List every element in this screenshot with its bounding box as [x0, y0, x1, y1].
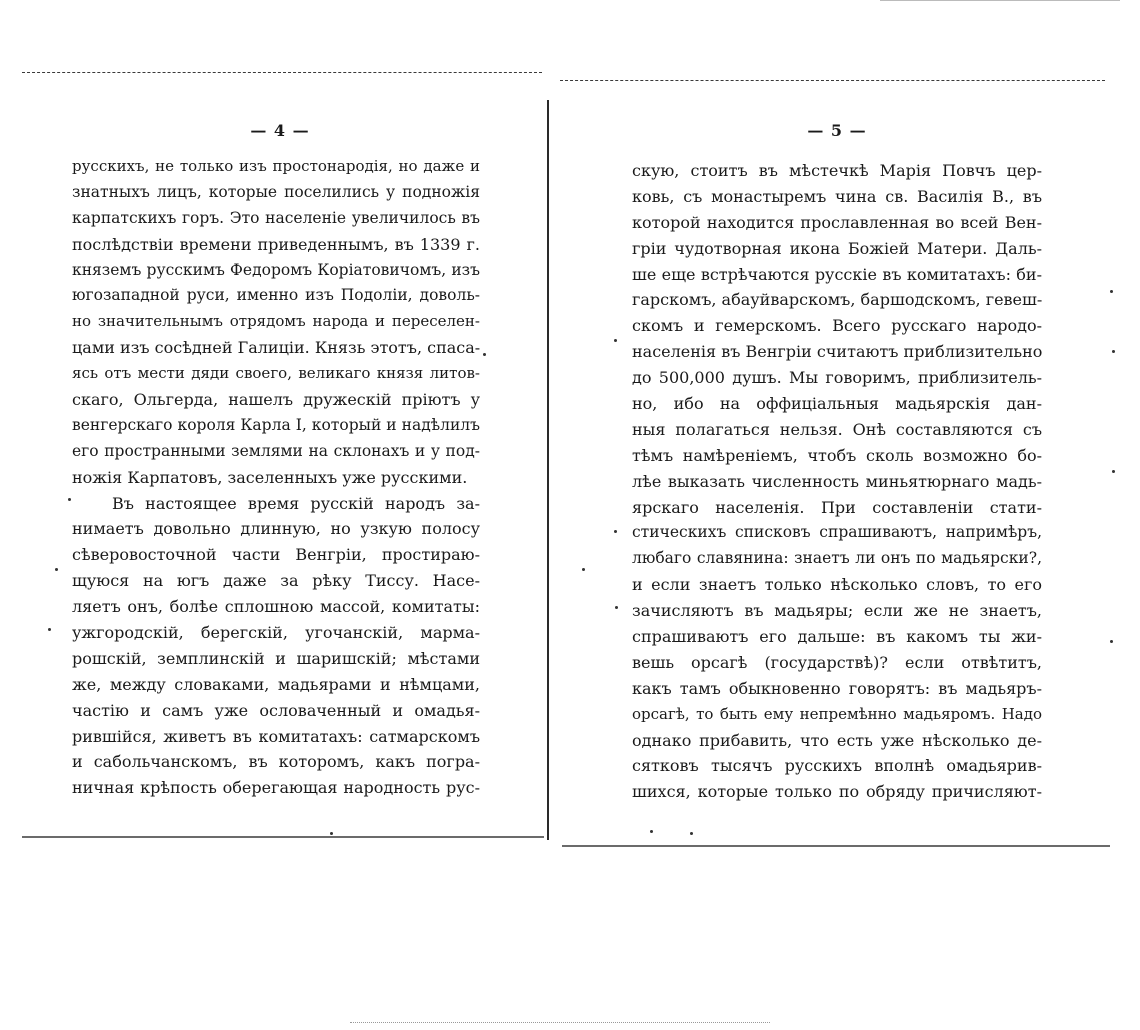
- text-line: шихся, которые только по обряду причисляют-: [632, 782, 1042, 802]
- text-line: стическихъ списковъ спрашиваютъ, напримѣръ,: [632, 523, 1042, 542]
- text-line: гріи чудотворная икона Божіей Матери. Даль-: [632, 238, 1042, 258]
- text-line: населенія въ Венгріи считаютъ приблизительно: [632, 342, 1042, 362]
- right-page: [632, 118, 1042, 805]
- header-rule-right: [560, 80, 1105, 81]
- text-line: рошскій, земплинскій и шаришскій; мѣстами: [72, 648, 480, 668]
- text-line: скомъ и гемерскомъ. Всего русскаго народо-: [632, 316, 1042, 336]
- scan-speck: [690, 832, 693, 835]
- scan-speck: [1110, 640, 1113, 643]
- left-page: [72, 118, 480, 801]
- text-line: какъ тамъ обыкновенно говорятъ: въ мадьяръ-: [632, 678, 1042, 698]
- text-line: его пространными землями на склонахъ и у под-: [72, 441, 480, 460]
- text-line: ничная крѣпость оберегающая народность рус-: [72, 778, 480, 798]
- footer-rule-right: [562, 845, 1110, 847]
- text-line: любаго славянина: знаетъ ли онъ по мадьярски?,: [632, 549, 1042, 568]
- paragraph-start-line: Въ настоящее время русскій народъ за-: [112, 493, 480, 513]
- text-line: ужгородскій, берегскій, угочанскій, марма-: [72, 623, 480, 643]
- text-line: и если знаетъ только нѣсколько словъ, то его: [632, 575, 1042, 595]
- scan-speck: [615, 606, 618, 609]
- left-page-body: [72, 154, 480, 801]
- scan-speck: [1112, 350, 1115, 353]
- text-line: сѣверовосточной части Венгріи, простираю-: [72, 545, 480, 565]
- text-line: нимаетъ довольно длинную, но узкую полосу: [72, 519, 480, 539]
- text-line: которой находится прославленная во всей Вен-: [632, 212, 1042, 232]
- scan-speck: [68, 498, 71, 501]
- text-line: зачисляютъ въ мадьяры; если же не знаетъ,: [632, 601, 1042, 621]
- scan-speck: [1112, 470, 1115, 473]
- text-line: лѣе выказать численность миньятюрнаго мадь-: [632, 471, 1042, 491]
- text-line: послѣдствіи времени приведеннымъ, въ 1339 г.: [72, 234, 480, 254]
- text-line: и сабольчанскомъ, въ которомъ, какъ погра-: [72, 752, 480, 772]
- page-number-right: — 5 —: [807, 121, 867, 140]
- text-line: но, ибо на оффиціальныя мадьярскія дан-: [632, 394, 1042, 414]
- text-line: сятковъ тысячъ русскихъ вполнѣ омадьярив-: [632, 756, 1042, 776]
- text-line: ковь, съ монастыремъ чина св. Василія В., въ: [632, 186, 1042, 206]
- scan-edge-top: [880, 0, 1120, 1]
- text-line: ляетъ онъ, болѣе сплошною массой, комитаты:: [72, 597, 480, 617]
- header-rule-left: [22, 72, 542, 73]
- page-number-left: — 4 —: [250, 121, 310, 140]
- scan-speck: [582, 568, 585, 571]
- text-line: ясь отъ мести дяди своего, великаго князя литов-: [72, 364, 480, 383]
- scan-speck: [1110, 290, 1113, 293]
- scan-speck: [650, 830, 653, 833]
- text-line: рившійся, живетъ въ комитатахъ: сатмарскомъ: [72, 726, 480, 746]
- text-line: цами изъ сосѣдней Галиціи. Князь этотъ, спаса-: [72, 338, 480, 358]
- text-line: но значительнымъ отрядомъ народа и переселен-: [72, 312, 480, 331]
- text-line: вешь орсагѣ (государствѣ)? если отвѣтитъ,: [632, 652, 1042, 672]
- text-line: ныя полагаться нельзя. Онѣ составляются съ: [632, 419, 1042, 439]
- scan-edge-bottom: [350, 1022, 770, 1023]
- text-line: русскихъ, не только изъ простонародія, но даже и: [72, 157, 480, 175]
- text-line: югозападной руси, именно изъ Подоліи, доволь-: [72, 286, 480, 305]
- text-line: спрашиваютъ его дальше: въ какомъ ты жи-: [632, 627, 1042, 647]
- right-page-body: [632, 158, 1042, 805]
- text-line: однако прибавить, что есть уже нѣсколько де-: [632, 730, 1042, 750]
- text-line: орсагѣ, то быть ему непремѣнно мадьяромъ. Надо: [632, 704, 1042, 723]
- text-line: венгерскаго короля Карла I, который и надѣлилъ: [72, 415, 480, 434]
- scan-speck: [614, 530, 617, 533]
- text-line: скую, стоитъ въ мѣстечкѣ Марія Повчъ цер-: [632, 161, 1042, 180]
- text-line: ножія Карпатовъ, заселенныхъ уже русскими.: [72, 467, 468, 487]
- text-line: же, между словаками, мадьярами и нѣмцами,: [72, 674, 480, 694]
- scan-speck: [55, 568, 58, 571]
- scan-speck: [48, 628, 51, 631]
- text-line: гарскомъ, абауйварскомъ, баршодскомъ, гевеш-: [632, 290, 1042, 310]
- text-line: карпатскихъ горъ. Это населеніе увеличилось въ: [72, 208, 480, 227]
- footer-rule-left: [22, 836, 544, 838]
- page-gutter: [547, 100, 549, 840]
- text-line: до 500,000 душъ. Мы говоримъ, приблизитель-: [632, 368, 1042, 388]
- scan-speck: [614, 339, 617, 342]
- text-line: ярскаго населенія. При составленіи стати-: [632, 497, 1042, 517]
- text-line: знатныхъ лицъ, которые поселились у подножія: [72, 182, 480, 201]
- text-line: тѣмъ намѣреніемъ, чтобъ сколь возможно бо-: [632, 445, 1042, 465]
- scan-speck: [483, 353, 486, 356]
- text-line: княземъ русскимъ Федоромъ Коріатовичомъ, изъ: [72, 260, 480, 279]
- text-line: ше еще встрѣчаются русскіе въ комитатахъ: би-: [632, 264, 1042, 284]
- text-line: скаго, Ольгерда, нашелъ дружескій пріютъ у: [72, 390, 480, 410]
- text-line: частію и самъ уже ословаченный и омадья-: [72, 700, 480, 720]
- text-line: щуюся на югъ даже за рѣку Тиссу. Насе-: [72, 571, 480, 591]
- scan-speck: [330, 832, 333, 835]
